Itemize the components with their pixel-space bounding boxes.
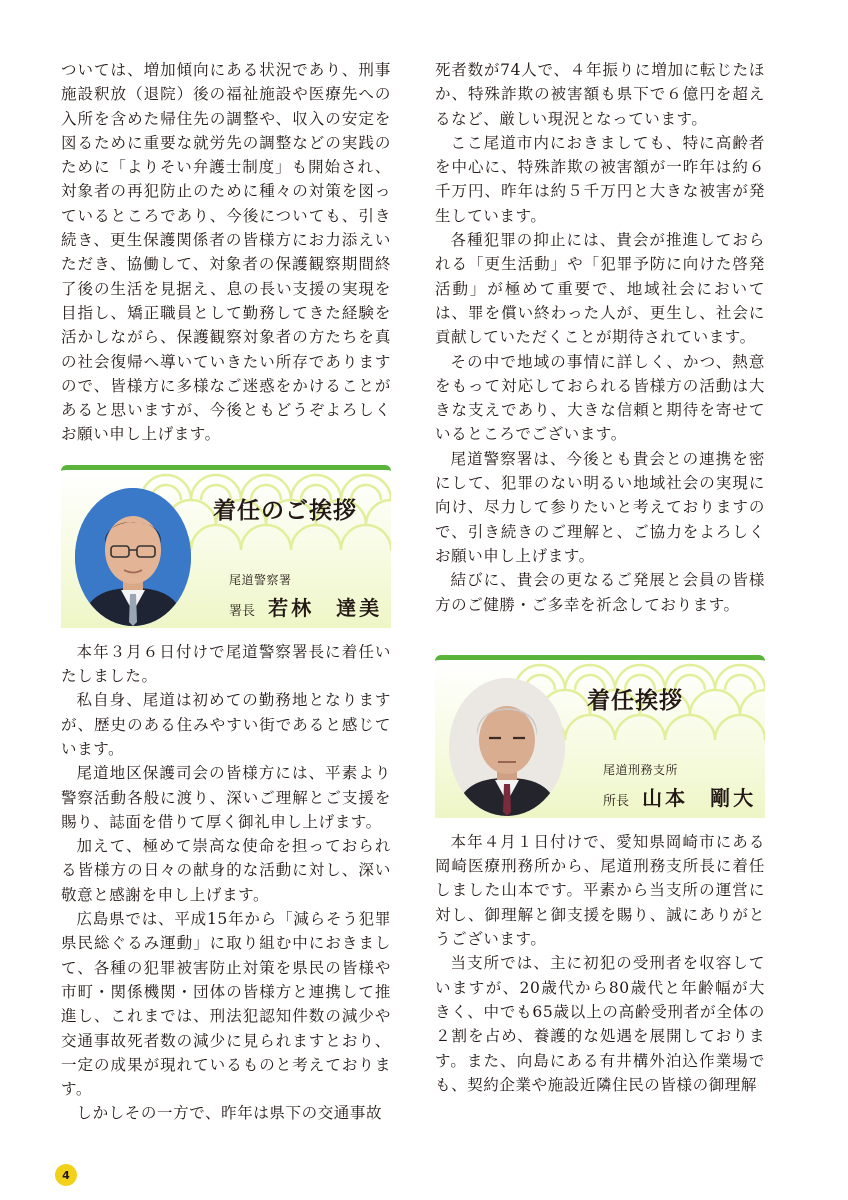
author-name-line xyxy=(229,592,382,621)
body-paragraph: ここ尾道市内におきましても、特に高齢者を中心に、特殊詐欺の被害額が一昨年は約６千万円、昨年は約５千万円と大きな被害が発生しています。 xyxy=(435,133,765,225)
role-label: 署長 xyxy=(229,603,256,619)
police-chief-portrait xyxy=(75,488,191,626)
author-surname: 山本 xyxy=(642,785,689,810)
body-paragraph: その中で地域の事情に詳しく、かつ、熱意をもって対応しておられる皆様方の活動は大きな支えであり、大きな信頼と期待を寄せているところでございます。 xyxy=(435,352,765,444)
body-paragraph: しかしその一方で、昨年は県下の交通事故 xyxy=(76,1104,383,1123)
right-column xyxy=(435,58,765,1097)
left-column xyxy=(61,58,391,1126)
author-surname: 若林 xyxy=(268,595,315,620)
body-paragraph: 死者数が74人で、４年振りに増加に転じたほか、特殊詐欺の被害額も県下で６億円を超えるなど、厳しい現況となっています。 xyxy=(435,61,765,128)
prison-director-portrait xyxy=(449,678,565,816)
body-paragraph: 尾道地区保護司会の皆様方には、平素より警察活動各般に渡り、深いご理解とご支援を賜り、誌面を借りて厚く御礼申し上げます。 xyxy=(61,764,391,831)
body-paragraph: 各種犯罪の抑止には、貴会が推進しておられる「更生活動」や「犯罪予防に向けた啓発活動」が極めて重要で、地域社会においては、罪を償い終わった人が、更生し、社会に貢献していただくことが期待されています。 xyxy=(435,231,765,347)
body-paragraph: 当支所では、主に初犯の受刑者を収容していますが、20歳代から80歳代と年齢幅が大きく、中でも65歳以上の高齢受刑者が全体の２割を占め、養護的な処遇を展開しております。また、向島にある有井構外泊込作業場でも、契約企業や施設近隣住民の皆様の御理解 xyxy=(435,954,765,1094)
greeting-title: 着任挨拶 xyxy=(587,686,683,714)
greeting-title: 着任のご挨拶 xyxy=(213,496,357,524)
body-paragraph: 本年３月６日付けで尾道警察署長に着任いたしました。 xyxy=(61,642,391,686)
body-paragraph: 本年４月１日付けで、愛知県岡崎市にある岡崎医療刑務所から、尾道刑務支所長に着任しました山本です。平素から当支所の運営に対し、御理解と御支援を賜り、誠にありがとうございます。 xyxy=(435,832,765,949)
body-paragraph: ついては、増加傾向にある状況であり、刑事施設釈放（退院）後の福祉施設や医療先への入所を含めた帰住先の調整や、収入の安定を図るために重要な就労先の調整などの実践のために「よりそい弁護士制度」も開始され、対象者の再犯防止のために種々の対策を図っているところであり、今後についても、引き続き、更生保護関係者の皆様方にお力添えいただき、協働して、対象者の保護観察期間終了後の生活を見据え、息の長い支援の実現を目指し、矯正職員として勤務してきた経験を活かしながら、保護観察対象者の方たちを真の社会復帰へ導いていきたい所存でありますので、皆様方に多様なご迷惑をかけることがあると思いますが、今後ともどうぞよろしくお願い申し上げます。 xyxy=(61,61,391,444)
body-paragraph: 加えて、極めて崇高な使命を担っておられる皆様方の日々の献身的な活動に対し、深い敬意と感謝を申し上げます。 xyxy=(61,837,391,904)
body-paragraph: 結びに、貴会の更なるご発展と会員の皆様方のご健勝・ご多幸を祈念しております。 xyxy=(435,571,765,614)
role-label: 所長 xyxy=(603,793,630,809)
page-number-badge: 4 xyxy=(55,1164,77,1186)
body-paragraph: 私自身、尾道は初めての勤務地となりますが、歴史のある住みやすい街であると感じています。 xyxy=(61,691,391,758)
police-chief-greeting-box xyxy=(61,465,391,628)
author-given-name: 剛大 xyxy=(710,785,757,810)
author-name-line xyxy=(603,782,756,811)
body-paragraph: 尾道警察署は、今後とも貴会との連携を密にして、犯罪のない明るい地域社会の実現に向け、尽力して参りたいと考えておりますので、引き続きのご理解と、ご協力をよろしくお願い申し上げます。 xyxy=(435,449,765,565)
prison-director-greeting-box xyxy=(435,655,765,818)
organization-label: 尾道警察署 xyxy=(229,572,292,587)
author-given-name: 達美 xyxy=(336,595,383,620)
body-paragraph: 広島県では、平成15年から「減らそう犯罪県民総ぐるみ運動」に取り組む中におきまして、各種の犯罪被害防止対策を県民の皆様や市町・関係機関・団体の皆様方と連携して推進し、これまでは、刑法犯認知件数の減少や交通事故死者数の減少に見られますとおり、一定の成果が現れているものと考えております。 xyxy=(61,910,391,1099)
organization-label: 尾道刑務支所 xyxy=(603,762,679,777)
